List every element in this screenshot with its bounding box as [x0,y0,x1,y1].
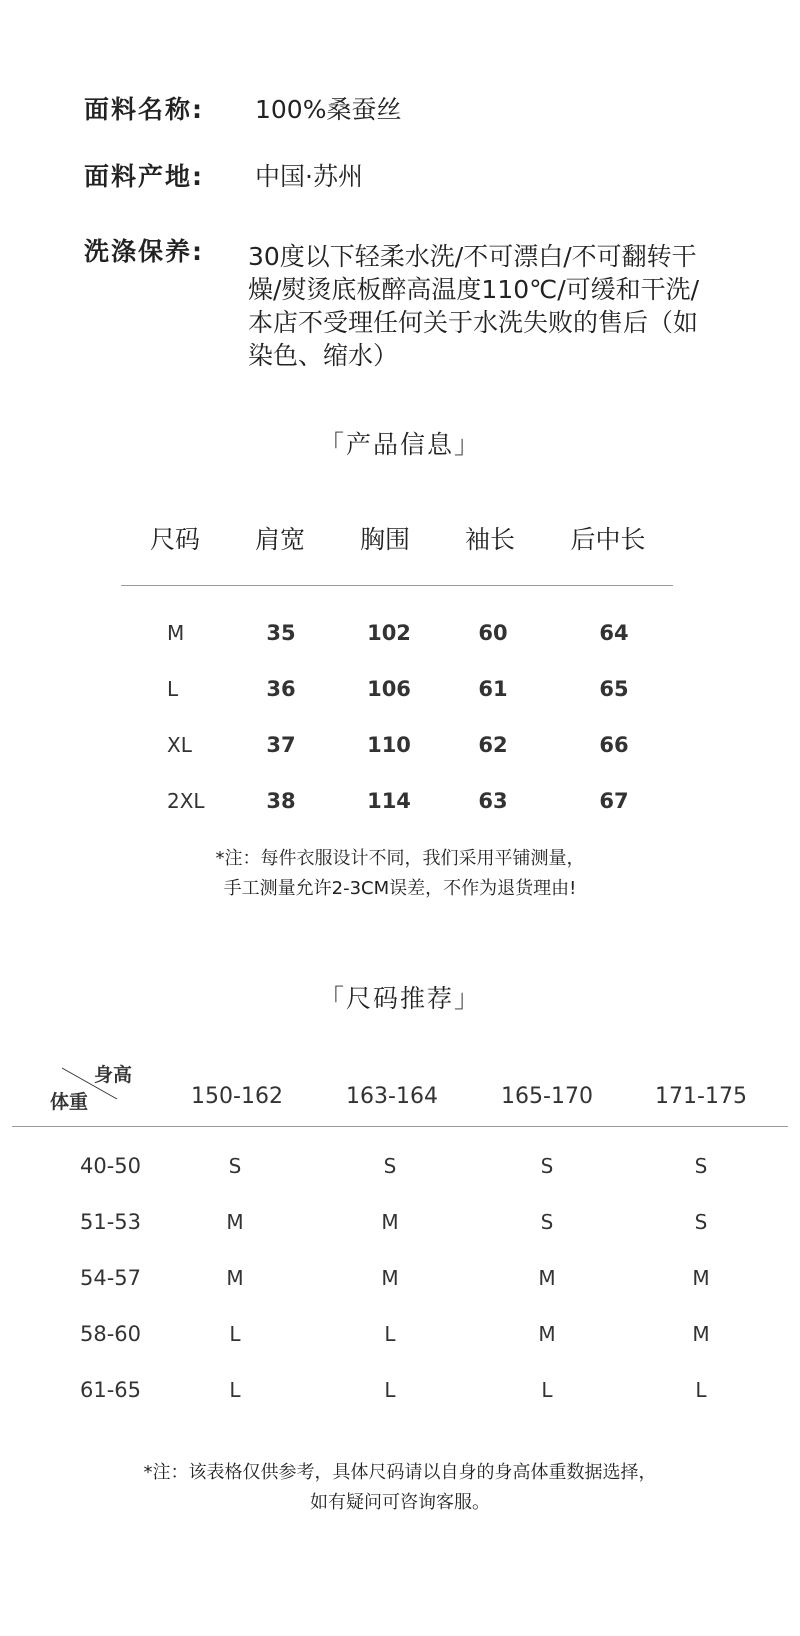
table-cell: 66 [599,733,629,757]
size-cell: L [695,1378,707,1402]
corner-diagonal [60,1066,120,1102]
size-cell: L [384,1322,396,1346]
table-cell: 106 [367,677,411,701]
table-cell: 114 [367,789,411,813]
weight-cell: 58-60 [80,1322,142,1346]
table-cell: 60 [478,621,508,645]
size-cell: M [381,1210,399,1234]
table-cell: 35 [266,621,296,645]
size-cell: S [383,1154,397,1178]
size-cell: S [694,1154,708,1178]
weight-cell: 40-50 [80,1154,142,1178]
care-label: 洗涤保养: [84,237,204,266]
product-info-note-line1: *注：每件衣服设计不同，我们采用平铺测量， [215,848,585,869]
fabric-name-label: 面料名称: [84,95,204,124]
fabric-origin-value: 中国·苏州 [255,162,363,191]
size-cell: M [226,1210,244,1234]
table-cell: L [167,677,179,701]
size-cell: M [381,1266,399,1290]
table-cell: 37 [266,733,296,757]
fabric-name-value: 100%桑蚕丝 [255,95,402,124]
table-cell: M [167,621,185,645]
size-cell: M [692,1266,710,1290]
size-recommend-note-line1: *注：该表格仅供参考，具体尺码请以自身的身高体重数据选择， [143,1462,657,1483]
table-cell: 2XL [167,789,205,813]
table-cell: 65 [599,677,629,701]
size-cell: S [694,1210,708,1234]
header-sleeve: 袖长 [464,525,515,554]
size-cell: M [538,1322,556,1346]
corner-weight-label: 体重 [50,1091,89,1113]
table-cell: 61 [478,677,508,701]
header-shoulder: 肩宽 [254,525,305,554]
header-size: 尺码 [149,525,200,554]
size-cell: S [540,1210,554,1234]
size-recommend-note-line2: 如有疑问可咨询客服。 [310,1492,490,1513]
table-cell: 102 [367,621,411,645]
size-cell: M [692,1322,710,1346]
header-height-3: 165-170 [501,1084,593,1109]
size-cell: L [229,1322,241,1346]
size-cell: L [541,1378,553,1402]
weight-cell: 61-65 [80,1378,142,1402]
size-cell: L [229,1378,241,1402]
table-cell: 63 [478,789,508,813]
size-cell: L [384,1378,396,1402]
size-cell: M [226,1266,244,1290]
size-recommend-title: 「尺码推荐」 [318,984,481,1013]
size-cell: S [228,1154,242,1178]
header-height-1: 150-162 [191,1084,283,1109]
table-cell: XL [167,733,192,757]
corner-height-label: 身高 [94,1064,133,1086]
table-divider [12,1126,788,1127]
care-instructions: 30度以下轻柔水洗/不可漂白/不可翻转干燥/熨烫底板醉高温度110℃/可缓和干洗/本店不受理任何关于水洗失败的售后（如染色、缩水） [248,242,700,370]
weight-cell: 51-53 [80,1210,142,1234]
header-back-length: 后中长 [570,525,646,554]
product-info-title: 「产品信息」 [318,430,481,459]
product-info-note-line2: 手工测量允许2-3CM误差，不作为退货理由! [223,878,577,899]
header-height-4: 171-175 [655,1084,747,1109]
weight-cell: 54-57 [80,1266,142,1290]
size-cell: S [540,1154,554,1178]
size-cell: M [538,1266,556,1290]
table-cell: 64 [599,621,629,645]
table-cell: 67 [599,789,629,813]
table-cell: 110 [367,733,411,757]
table-divider [121,585,673,586]
table-cell: 62 [478,733,508,757]
table-cell: 38 [266,789,296,813]
header-chest: 胸围 [359,525,410,554]
table-cell: 36 [266,677,296,701]
fabric-origin-label: 面料产地: [84,162,204,191]
header-height-2: 163-164 [346,1084,438,1109]
